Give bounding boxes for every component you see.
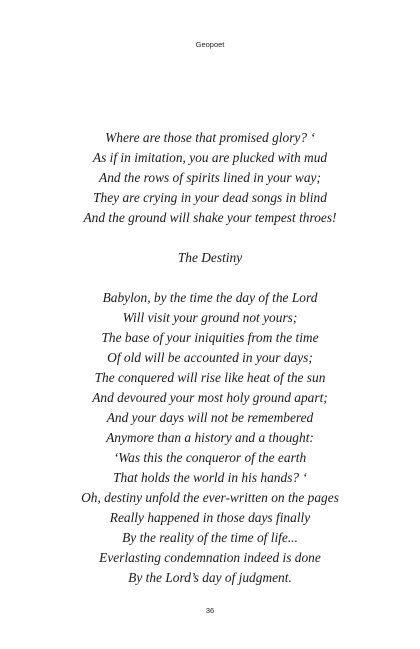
- poem-line: Of old will be accounted in your days;: [107, 350, 313, 365]
- poem-line: They are crying in your dead songs in blind: [93, 190, 327, 205]
- stanza-2: [0, 288, 420, 588]
- poem-title: The Destiny: [177, 250, 243, 265]
- poem-line: ‘Was this the conqueror of the earth: [113, 450, 307, 465]
- page-number: 36: [205, 606, 215, 615]
- poem-line: Really happened in those days finally: [109, 510, 311, 525]
- poem-line: As if in imitation, you are plucked with mud: [92, 150, 328, 165]
- poem-line: Oh, destiny unfold the ever-written on the pages: [81, 490, 339, 505]
- poem-line: Will visit your ground not yours;: [122, 310, 298, 325]
- poem-line: Where are those that promised glory? ‘: [105, 130, 315, 145]
- poem-line: Everlasting condemnation indeed is done: [99, 550, 321, 565]
- poem-line: Anymore than a history and a thought:: [106, 430, 314, 445]
- stanza-1: [0, 128, 420, 228]
- poem-line: That holds the world in his hands? ‘: [113, 470, 307, 485]
- poem-line: And your days will not be remembered: [106, 410, 314, 425]
- poem-line: Babylon, by the time the day of the Lord: [102, 290, 318, 305]
- poem-line: And devoured your most holy ground apart;: [92, 390, 328, 405]
- poem-line: And the rows of spirits lined in your way;: [99, 170, 321, 185]
- poem-line: And the ground will shake your tempest throes!: [83, 210, 337, 225]
- running-header: Geopoet: [195, 40, 225, 49]
- poem-line: The conquered will rise like heat of the sun: [94, 370, 326, 385]
- poem-line: By the Lord’s day of judgment.: [128, 570, 292, 585]
- poem-line: The base of your iniquities from the time: [101, 330, 319, 345]
- poem-line: By the reality of the time of life...: [122, 530, 298, 545]
- poem-body: [0, 128, 420, 588]
